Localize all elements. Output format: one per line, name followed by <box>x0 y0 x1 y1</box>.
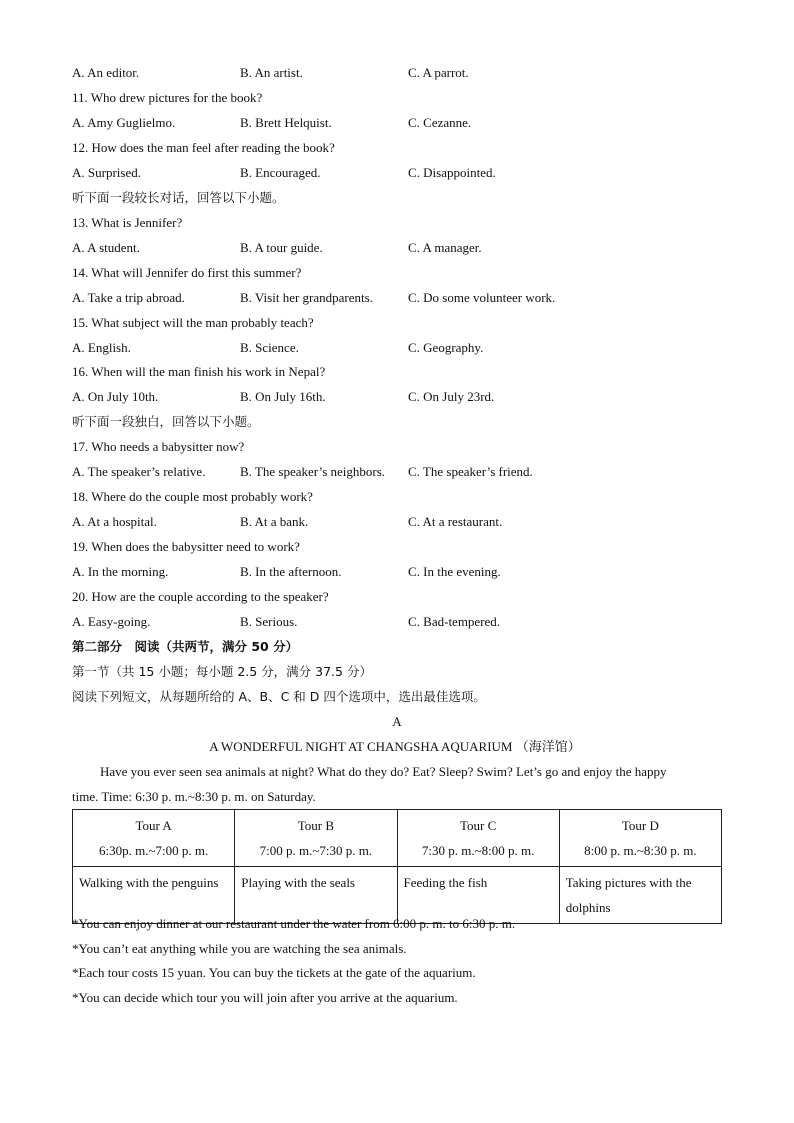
tour-b-activity: Playing with the seals <box>235 867 397 924</box>
q10-option-b: B. An artist. <box>240 65 303 80</box>
tour-time: 7:00 p. m.~7:30 p. m. <box>259 843 373 858</box>
tour-schedule-table <box>72 809 722 924</box>
tour-b-cell <box>235 810 397 867</box>
question-19: 19. When does the babysitter need to work? <box>72 539 300 554</box>
instruction-monologue: 听下面一段独白，回答以下小题。 <box>72 414 260 429</box>
q12-option-c: C. Disappointed. <box>408 165 496 180</box>
q16-option-a: A. On July 10th. <box>72 389 159 404</box>
note-ticket-price: *Each tour costs 15 yuan. You can buy the tickets at the gate of the aquarium. <box>72 965 476 980</box>
tour-a-activity: Walking with the penguins <box>73 867 235 924</box>
section-one-title: 第一节（共 15 小题；每小题 2.5 分，满分 37.5 分） <box>72 664 372 679</box>
tour-name: Tour C <box>459 818 497 833</box>
question-12: 12. How does the man feel after reading the book? <box>72 140 335 155</box>
tour-name: Tour B <box>297 818 335 833</box>
q16-option-b: B. On July 16th. <box>240 389 326 404</box>
q14-option-b: B. Visit her grandparents. <box>240 290 373 305</box>
question-13: 13. What is Jennifer? <box>72 215 183 230</box>
reading-instruction: 阅读下列短文，从每题所给的 A、B、C 和 D 四个选项中，选出最佳选项。 <box>72 689 486 704</box>
q18-option-c: C. At a restaurant. <box>408 514 503 529</box>
tour-c-cell <box>397 810 559 867</box>
q19-option-a: A. In the morning. <box>72 564 169 579</box>
tour-time: 6:30p. m.~7:00 p. m. <box>99 843 209 858</box>
q13-option-b: B. A tour guide. <box>240 240 323 255</box>
q20-option-b: B. Serious. <box>240 614 298 629</box>
q11-option-a: A. Amy Guglielmo. <box>72 115 176 130</box>
q13-option-a: A. A student. <box>72 240 140 255</box>
q17-option-a: A. The speaker’s relative. <box>72 464 206 479</box>
q10-option-a: A. An editor. <box>72 65 140 80</box>
passage-intro-line-1: Have you ever seen sea animals at night? What do they do? Eat? Sleep? Swim? Let’s go and enjoy the happy <box>100 764 667 779</box>
q20-option-c: C. Bad-tempered. <box>408 614 501 629</box>
tour-a-cell <box>73 810 235 867</box>
q15-option-b: B. Science. <box>240 340 299 355</box>
q14-option-a: A. Take a trip abroad. <box>72 290 185 305</box>
q18-option-a: A. At a hospital. <box>72 514 157 529</box>
tour-time: 7:30 p. m.~8:00 p. m. <box>421 843 535 858</box>
note-choose-tour: *You can decide which tour you will join after you arrive at the aquarium. <box>72 990 458 1005</box>
part-two-title: 第二部分 阅读（共两节，满分 50 分） <box>72 639 299 654</box>
instruction-long-dialogue: 听下面一段较长对话，回答以下小题。 <box>72 190 285 205</box>
tour-d-cell <box>559 810 721 867</box>
tour-d-activity: Taking pictures with the dolphins <box>559 867 721 924</box>
q15-option-a: A. English. <box>72 340 131 355</box>
q12-option-b: B. Encouraged. <box>240 165 321 180</box>
q16-option-c: C. On July 23rd. <box>408 389 495 404</box>
passage-letter: A <box>392 714 402 729</box>
question-20: 20. How are the couple according to the speaker? <box>72 589 329 604</box>
q18-option-b: B. At a bank. <box>240 514 309 529</box>
note-dinner: *You can enjoy dinner at our restaurant under the water from 6:00 p. m. to 6:30 p. m. <box>72 916 516 931</box>
question-11: 11. Who drew pictures for the book? <box>72 90 263 105</box>
q19-option-b: B. In the afternoon. <box>240 564 342 579</box>
question-15: 15. What subject will the man probably teach? <box>72 315 314 330</box>
question-14: 14. What will Jennifer do first this summer? <box>72 265 302 280</box>
tour-name: Tour D <box>621 818 659 833</box>
q17-option-b: B. The speaker’s neighbors. <box>240 464 386 479</box>
note-no-eating: *You can’t eat anything while you are watching the sea animals. <box>72 941 407 956</box>
tour-time: 8:00 p. m.~8:30 p. m. <box>584 843 697 858</box>
tour-c-activity: Feeding the fish <box>397 867 559 924</box>
q11-option-b: B. Brett Helquist. <box>240 115 332 130</box>
q13-option-c: C. A manager. <box>408 240 482 255</box>
q17-option-c: C. The speaker’s friend. <box>408 464 533 479</box>
q20-option-a: A. Easy-going. <box>72 614 151 629</box>
q10-option-c: C. A parrot. <box>408 65 469 80</box>
tour-header-row <box>73 810 722 867</box>
q11-option-c: C. Cezanne. <box>408 115 472 130</box>
q19-option-c: C. In the evening. <box>408 564 501 579</box>
q14-option-c: C. Do some volunteer work. <box>408 290 556 305</box>
passage-title: A WONDERFUL NIGHT AT CHANGSHA AQUARIUM （海洋馆） <box>209 739 581 754</box>
tour-name: Tour A <box>135 818 172 833</box>
passage-intro-line-2: time. Time: 6:30 p. m.~8:30 p. m. on Saturday. <box>72 789 316 804</box>
question-16: 16. When will the man finish his work in Nepal? <box>72 364 326 379</box>
q15-option-c: C. Geography. <box>408 340 484 355</box>
question-18: 18. Where do the couple most probably work? <box>72 489 313 504</box>
q12-option-a: A. Surprised. <box>72 165 141 180</box>
question-17: 17. Who needs a babysitter now? <box>72 439 245 454</box>
